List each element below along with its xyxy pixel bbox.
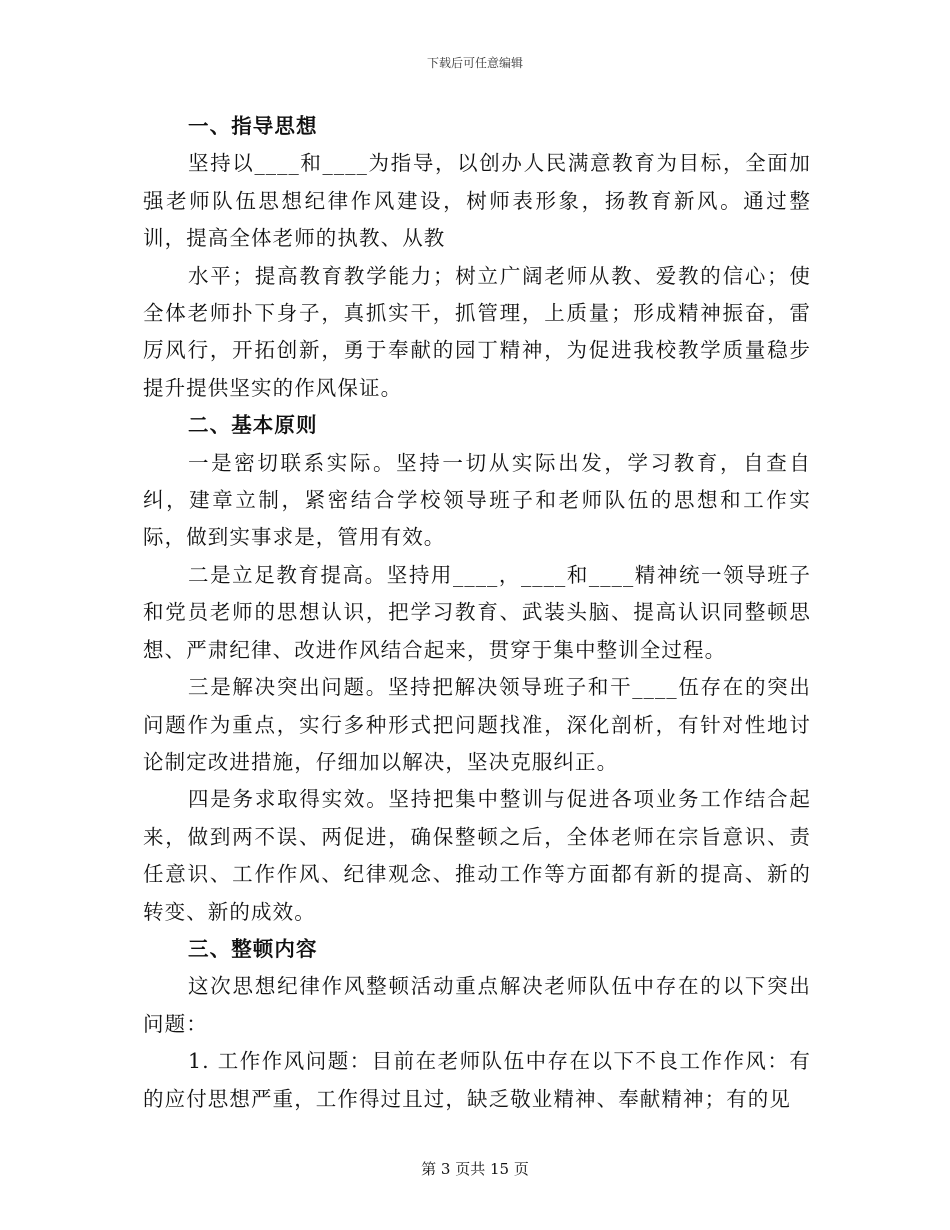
paragraph: 四是务求取得实效。坚持把集中整训与促进各项业务工作结合起来，做到两不误、两促进，确保整顿之后，全体老师在宗旨意识、责任意识、工作作风、纪律观念、推动工作等方面都有新的提高、新的转变、新的成效。 — [143, 787, 811, 924]
paragraph: 1. 工作作风问题：目前在老师队伍中存在以下不良工作作风：有的应付思想严重，工作得过且过，缺乏敬业精神、奉献精神；有的见 — [143, 1049, 811, 1111]
document-body — [143, 108, 811, 1118]
paragraph: 这次思想纪律作风整顿活动重点解决老师队伍中存在的以下突出问题： — [143, 974, 811, 1036]
paragraph: 一是密切联系实际。坚持一切从实际出发，学习教育，自查自纠，建章立制，紧密结合学校领导班子和老师队伍的思想和工作实际，做到实事求是，管用有效。 — [143, 450, 811, 550]
section-heading-3: 三、整顿内容 — [188, 936, 318, 961]
paragraph: 水平；提高教育教学能力；树立广阔老师从教、爱教的信心；使全体老师扑下身子，真抓实干，抓管理，上质量；形成精神振奋，雷厉风行，开拓创新，勇于奉献的园丁精神，为促进我校教学质量稳步提升提供坚实的作风保证。 — [143, 263, 811, 400]
section-heading-1: 一、指导思想 — [188, 114, 318, 138]
page-header: 下载后可任意编辑 — [426, 56, 523, 70]
paragraph: 二是立足教育提高。坚持用____，____和____精神统一领导班子和党员老师的思想认识，把学习教育、武装头脑、提高认识同整顿思想、严肃纪律、改进作风结合起来，贯穿于集中整训全过程。 — [143, 562, 811, 662]
section-heading-2: 二、基本原则 — [188, 413, 318, 438]
page-number: 第 3 页共 15 页 — [421, 1160, 529, 1178]
paragraph: 三是解决突出问题。坚持把解决领导班子和干____伍存在的突出问题作为重点，实行多种形式把问题找准，深化剖析，有针对性地讨论制定改进措施，仔细加以解决，坚决克服纠正。 — [143, 675, 811, 774]
paragraph: 坚持以____和____为指导，以创办人民满意教育为目标，全面加强老师队伍思想纪律作风建设，树师表形象，扬教育新风。通过整训，提高全体老师的执教、从教 — [143, 151, 811, 251]
